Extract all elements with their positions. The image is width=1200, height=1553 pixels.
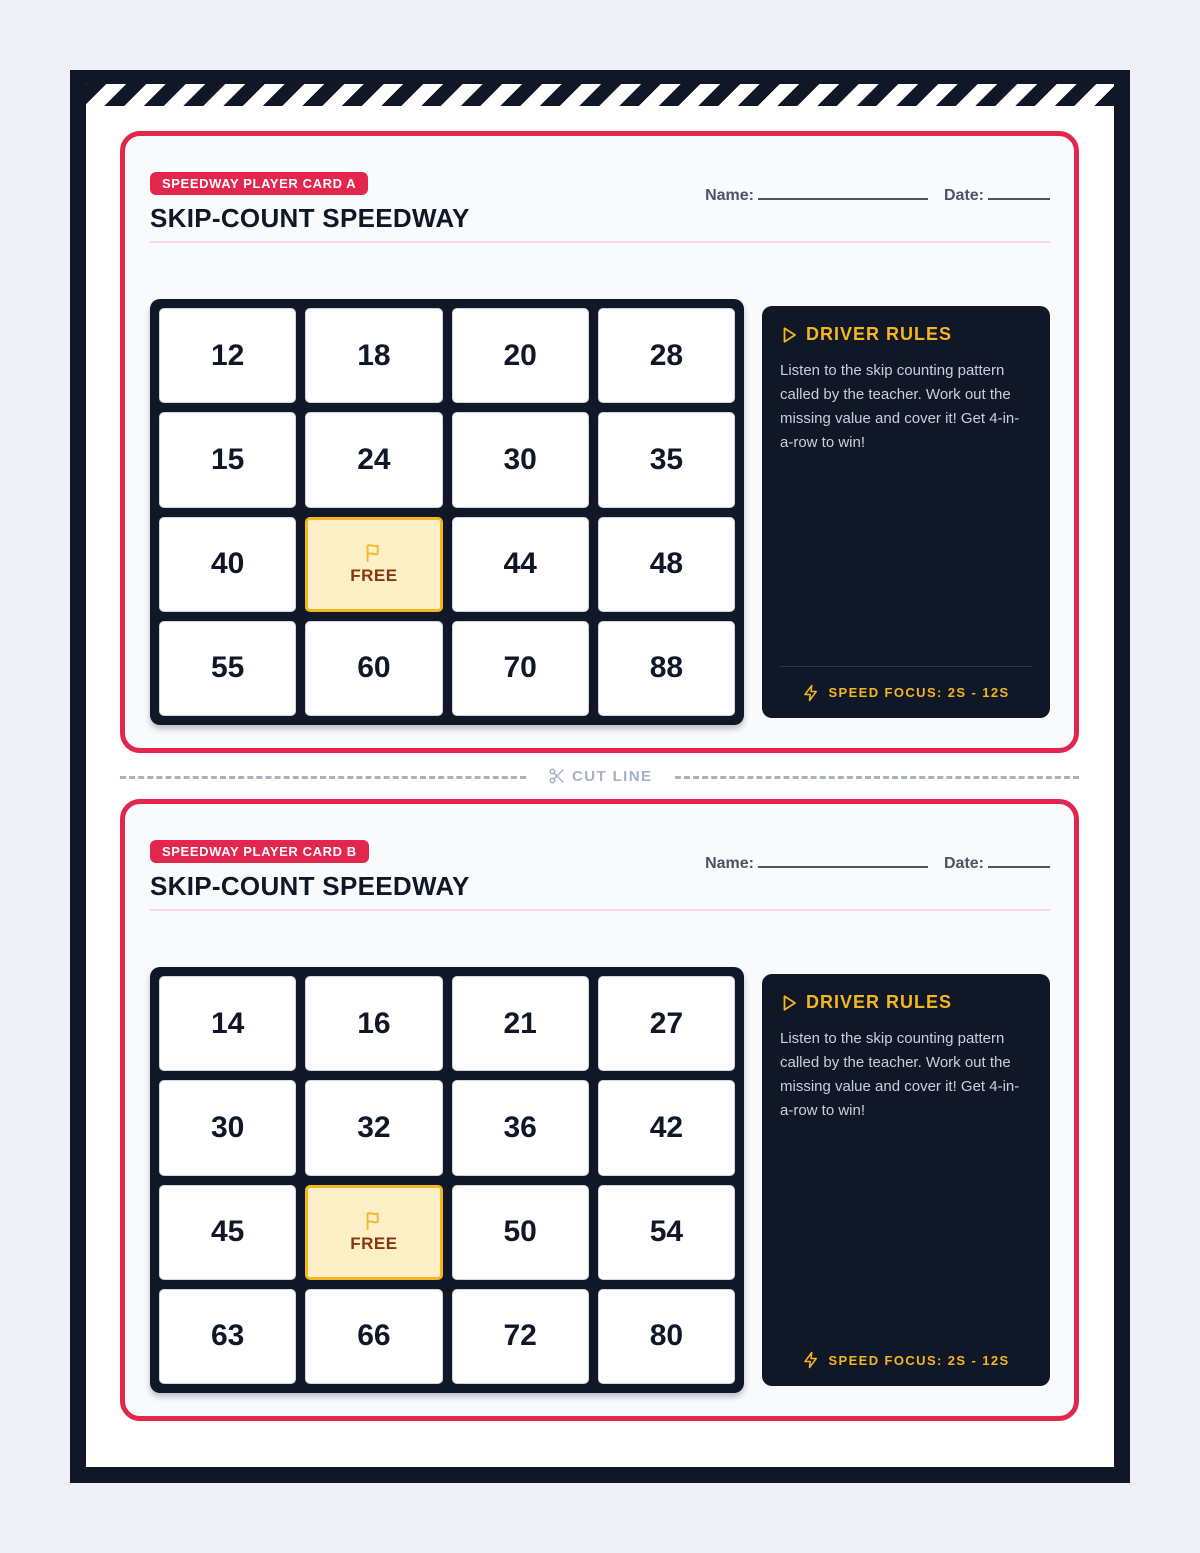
name-blank[interactable] (758, 854, 928, 868)
speed-focus-label: SPEED FOCUS: 2S - 12S (828, 685, 1010, 700)
header-divider (150, 909, 1050, 911)
card-title: SKIP-COUNT SPEEDWAY (150, 203, 470, 233)
grid-cell[interactable]: 36 (452, 1080, 589, 1175)
player-card-a (120, 131, 1079, 753)
grid-cell[interactable]: 60 (305, 621, 442, 716)
grid-cell[interactable]: 30 (159, 1080, 296, 1175)
grid-cell[interactable]: 48 (598, 517, 735, 612)
grid-cell[interactable]: 12 (159, 308, 296, 403)
grid-cell[interactable]: 20 (452, 308, 589, 403)
cut-dash-right (675, 776, 1079, 779)
grid-cell[interactable]: 45 (159, 1185, 296, 1280)
date-field[interactable] (944, 854, 1050, 873)
grid-cell[interactable]: 32 (305, 1080, 442, 1175)
grid-cell[interactable]: 88 (598, 621, 735, 716)
name-blank[interactable] (758, 186, 928, 200)
grid-cell[interactable]: 16 (305, 976, 442, 1071)
grid-cell[interactable]: 55 (159, 621, 296, 716)
rules-heading-row (780, 992, 1032, 1013)
grid-cell[interactable]: 63 (159, 1289, 296, 1384)
grid-cell[interactable]: 40 (159, 517, 296, 612)
cut-dash-left (120, 776, 526, 779)
name-label: Name: (705, 855, 754, 872)
play-icon (780, 994, 798, 1012)
date-label: Date: (943, 855, 984, 872)
rules-heading-row (780, 324, 1032, 345)
grid-cell[interactable]: 80 (598, 1289, 735, 1384)
driver-rules-panel (762, 306, 1050, 718)
grid-cell[interactable]: 24 (305, 412, 442, 507)
grid-cell[interactable]: 54 (598, 1185, 735, 1280)
rules-heading: DRIVER RULES (806, 992, 953, 1012)
date-blank[interactable] (988, 186, 1050, 200)
grid-cell[interactable]: 70 (452, 621, 589, 716)
grid-cell[interactable]: 27 (598, 976, 735, 1071)
driver-rules-panel (762, 974, 1050, 1386)
grid-cell[interactable]: 66 (305, 1289, 442, 1384)
grid-cell[interactable]: 50 (452, 1185, 589, 1280)
speed-focus-row (780, 666, 1032, 718)
flag-icon (363, 1210, 385, 1232)
grid-cell[interactable]: 28 (598, 308, 735, 403)
rules-text: Listen to the skip counting pattern called by the teacher. Work out the missing value and cover it! Get 4-in-a-row to win! (780, 362, 1020, 451)
rules-heading: DRIVER RULES (806, 324, 953, 344)
card-title: SKIP-COUNT SPEEDWAY (150, 871, 470, 901)
free-space-cell[interactable] (305, 1185, 442, 1280)
flag-icon (363, 542, 385, 564)
rules-text: Listen to the skip counting pattern called by the teacher. Work out the missing value and cover it! Get 4-in-a-row to win! (780, 1030, 1020, 1119)
name-label: Name: (705, 187, 754, 204)
free-label: FREE (350, 566, 398, 586)
play-icon (780, 326, 798, 344)
grid-cell[interactable]: 18 (305, 308, 442, 403)
grid-cell[interactable]: 14 (159, 976, 296, 1071)
name-date-fields (705, 854, 1050, 873)
grid-cell[interactable]: 21 (452, 976, 589, 1071)
cut-line-label: CUT LINE (572, 767, 653, 785)
lightning-icon (802, 684, 820, 702)
date-blank[interactable] (988, 854, 1050, 868)
name-date-fields (705, 186, 1050, 205)
name-field[interactable] (705, 186, 928, 205)
grid-cell[interactable]: 30 (452, 412, 589, 507)
grid-cell[interactable]: 35 (598, 412, 735, 507)
free-label: FREE (350, 1234, 398, 1254)
player-card-b (120, 799, 1079, 1421)
checkered-stripe-border (86, 84, 1114, 106)
date-label: Date: (943, 187, 984, 204)
date-field[interactable] (944, 186, 1050, 205)
grid-cell[interactable]: 44 (452, 517, 589, 612)
speed-focus-label: SPEED FOCUS: 2S - 12S (828, 1352, 1010, 1368)
scissors-icon (548, 767, 566, 785)
name-field[interactable] (705, 854, 928, 873)
bingo-grid (150, 967, 744, 1393)
header-divider (150, 241, 1050, 243)
lightning-icon (802, 1351, 820, 1369)
grid-cell[interactable]: 15 (159, 412, 296, 507)
card-badge: SPEEDWAY PLAYER CARD A (150, 172, 368, 195)
grid-cell[interactable]: 72 (452, 1289, 589, 1384)
speed-focus-row (780, 1334, 1032, 1386)
card-badge: SPEEDWAY PLAYER CARD B (150, 840, 369, 863)
cut-line-label-row (548, 767, 652, 785)
grid-cell[interactable]: 42 (598, 1080, 735, 1175)
free-space-cell[interactable] (305, 517, 442, 612)
bingo-grid (150, 299, 744, 725)
cut-line (120, 765, 1079, 789)
